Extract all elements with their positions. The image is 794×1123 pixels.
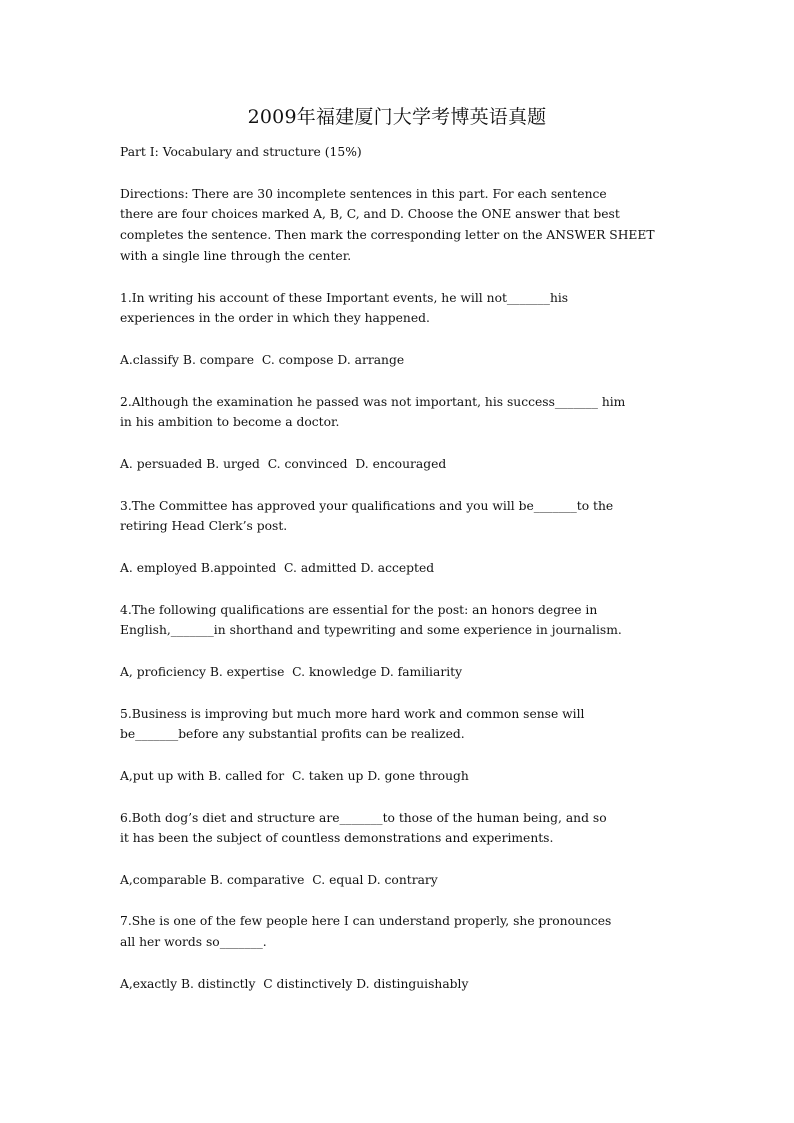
question-stem: 3.The Committee has approved your qualifications and you will be_______to the retiring Head Clerk’s post. — [120, 498, 614, 534]
question-options: A,put up with B. called for C. taken up D. gone through — [120, 768, 469, 783]
question-options: A,comparable B. comparative C. equal D. contrary — [120, 872, 438, 887]
question-options: A.classify B. compare C. compose D. arrange — [120, 352, 405, 367]
question-stem: 4.The following qualifications are essential for the post: an honors degree in English,_______in shorthand and typewriting and some experience in journalism. — [120, 602, 622, 638]
question-stem: 1.In writing his account of these Important events, he will not_______his experiences in the order in which they happened. — [120, 290, 569, 326]
question-stem: 6.Both dog’s diet and structure are_______to those of the human being, and so it has been the subject of countless demonstrations and experiments. — [120, 810, 607, 846]
document-title: 2009年福建厦门大学考博英语真题 — [247, 106, 547, 128]
document-body — [120, 142, 680, 1015]
question-stem: 2.Although the examination he passed was not important, his success_______ him in his ambition to become a doctor. — [120, 394, 626, 430]
directions-paragraph: Directions: There are 30 incomplete sentences in this part. For each sentence there are four choices marked A, B, C, and D. Choose the ONE answer that best completes the sentence. Then mark the corresponding letter on the ANSWER SHEET with a single line through the center. — [120, 186, 655, 263]
question-stem: 7.She is one of the few people here I can understand properly, she pronounces all her words so_______. — [120, 914, 612, 950]
question-options: A. persuaded B. urged C. convinced D. encouraged — [120, 456, 447, 471]
part-heading: Part I: Vocabulary and structure (15%) — [120, 145, 362, 159]
question-options: A,exactly B. distinctly C distinctively D. distinguishably — [120, 976, 469, 991]
question-options: A. employed B.appointed C. admitted D. accepted — [120, 560, 435, 575]
question-stem: 5.Business is improving but much more hard work and common sense will be_______before any substantial profits can be realized. — [120, 706, 585, 742]
question-options: A, proficiency B. expertise C. knowledge D. familiarity — [120, 664, 463, 679]
